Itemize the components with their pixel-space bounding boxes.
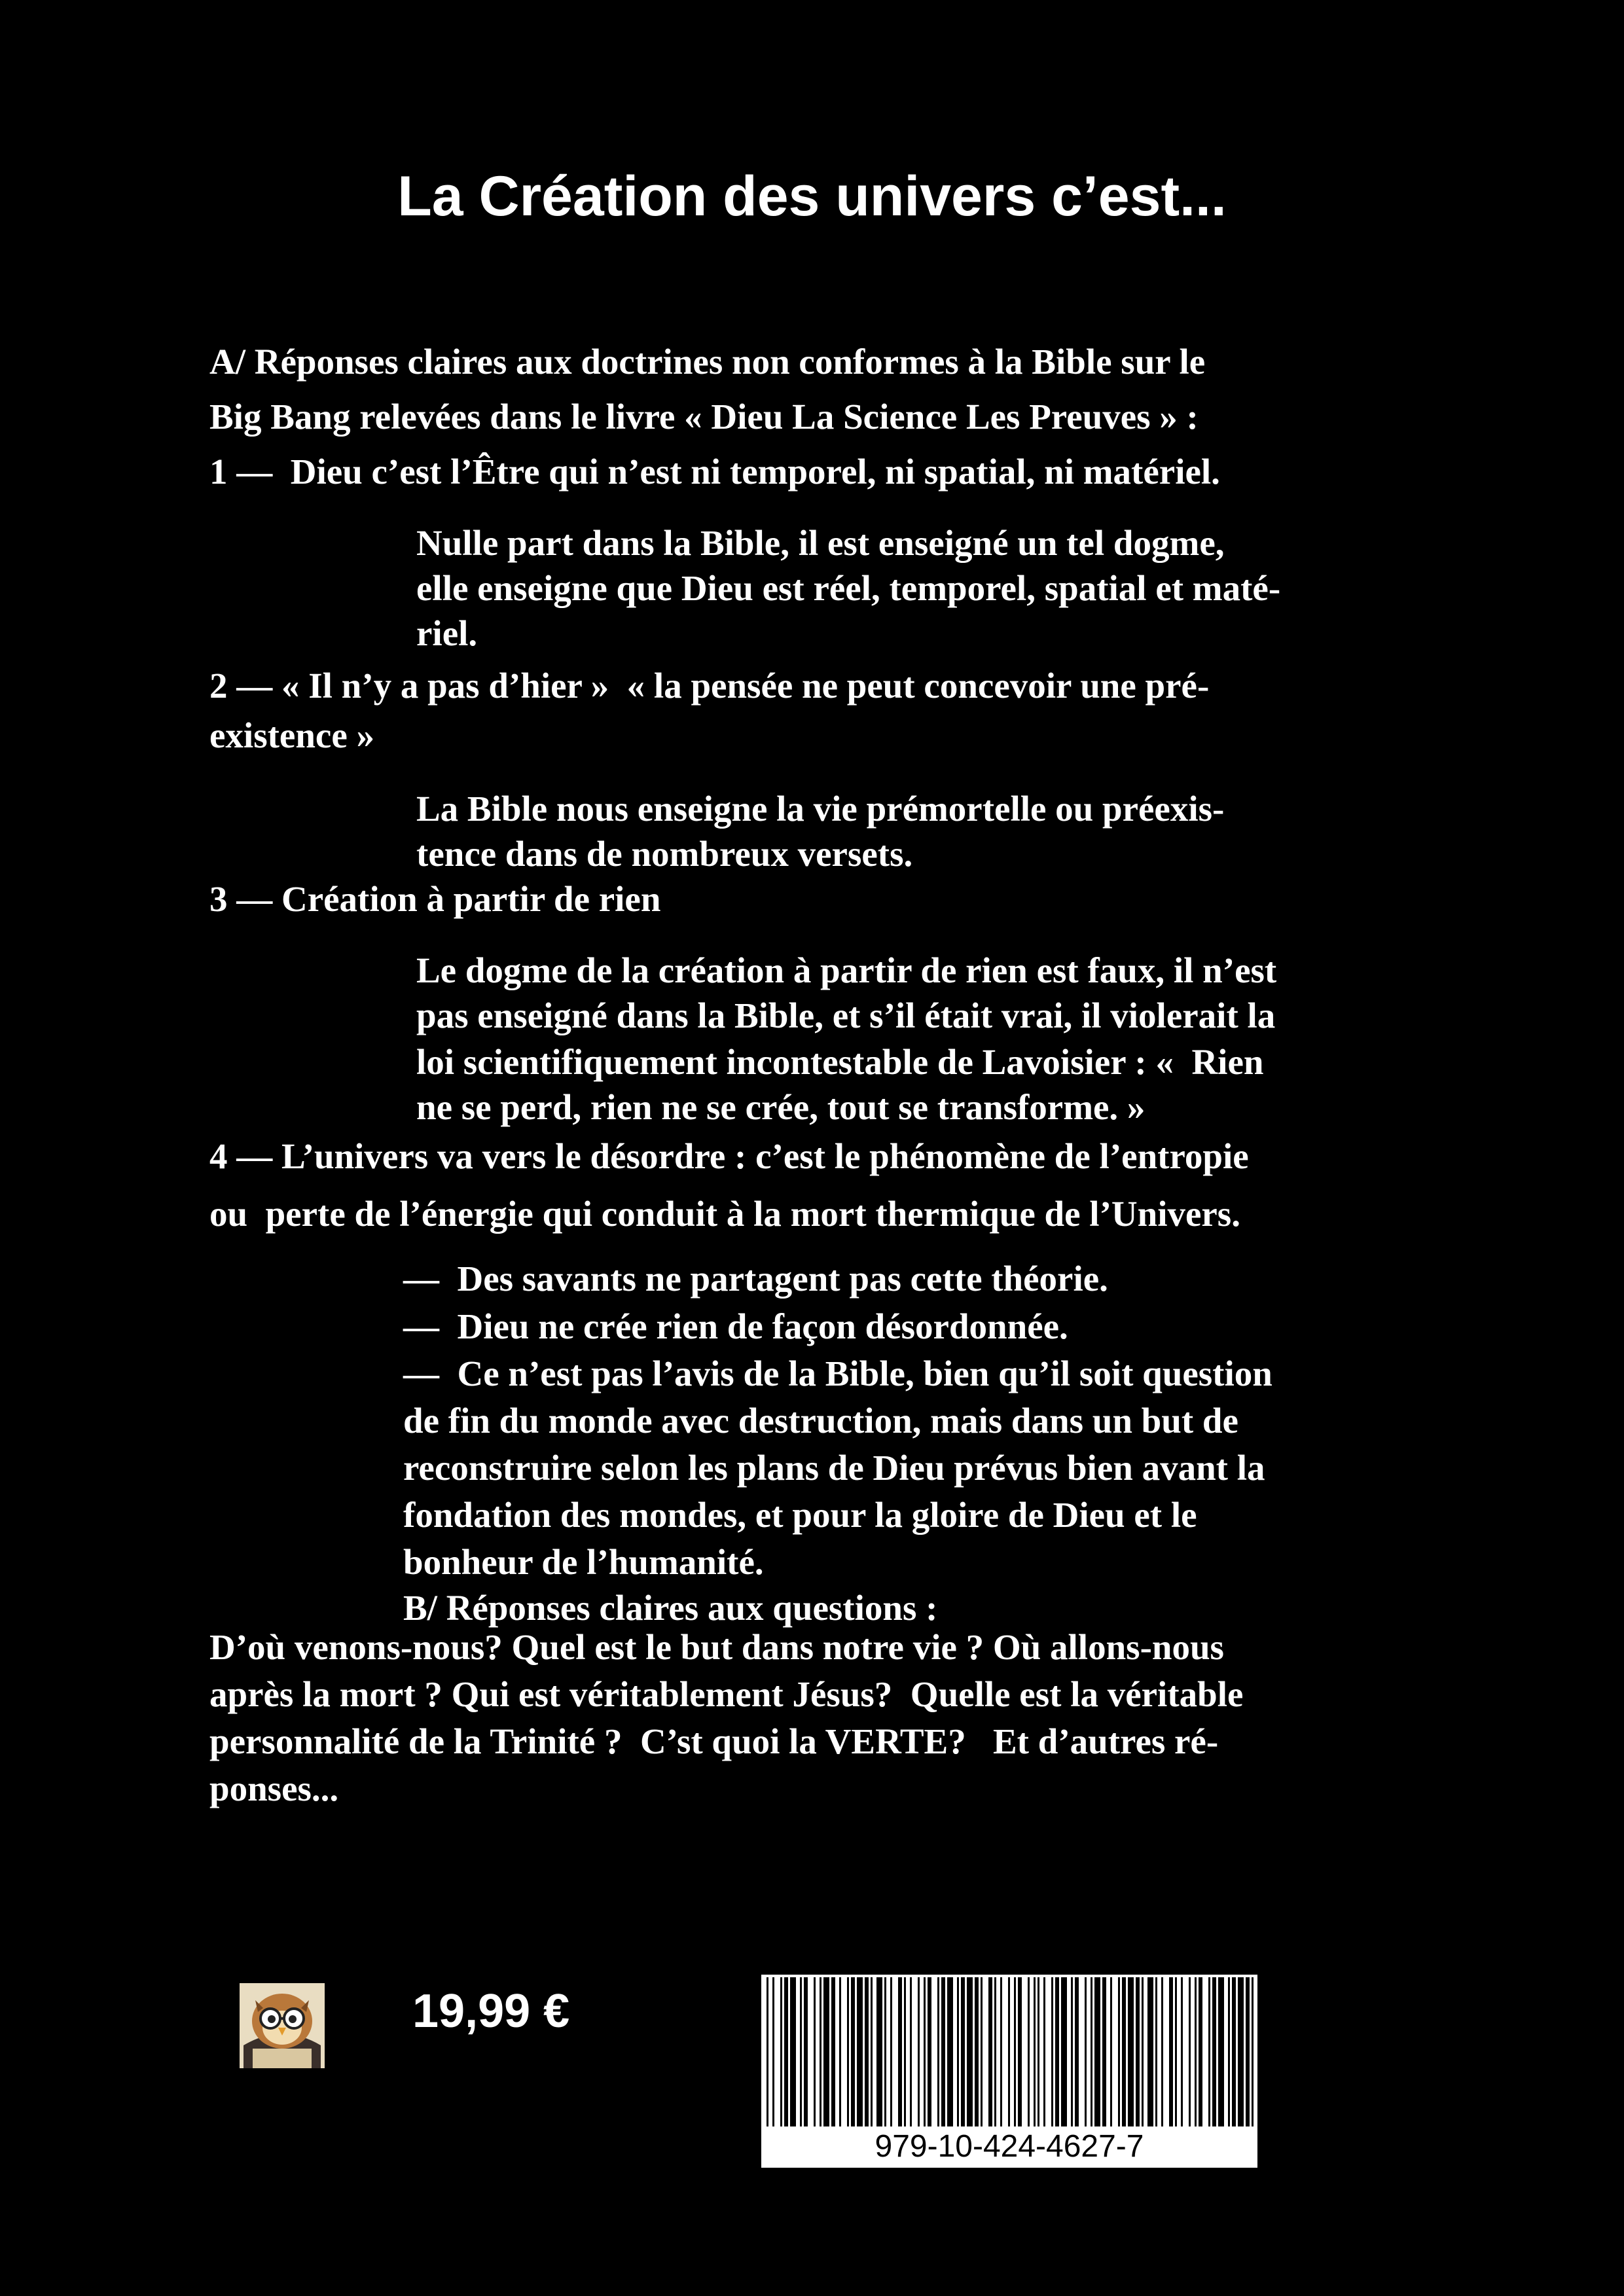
- barcode-bar: [1142, 1977, 1144, 2126]
- barcode-bar: [876, 1977, 882, 2126]
- barcode-bar: [1228, 1977, 1230, 2126]
- barcode-bar: [1085, 1977, 1087, 2126]
- barcode-bar: [814, 1977, 816, 2126]
- barcode-bar: [1075, 1977, 1079, 2126]
- body-line: — Dieu ne crée rien de façon désordonnée.: [403, 1306, 1068, 1346]
- barcode-bar: [1181, 1977, 1183, 2126]
- barcode-bar: [898, 1977, 902, 2126]
- body-line: ne se perd, rien ne se crée, tout se transforme. »: [416, 1087, 1146, 1127]
- body-line: loi scientifiquement incontestable de Lavoisier : « Rien: [416, 1042, 1264, 1082]
- barcode-bar: [820, 1977, 821, 2126]
- barcode-bar: [1155, 1977, 1157, 2126]
- barcode-bar: [1000, 1977, 1002, 2126]
- barcode-bar: [1169, 1977, 1173, 2126]
- barcode-bar: [1055, 1977, 1059, 2126]
- barcode-bar: [823, 1977, 829, 2126]
- barcode-bar: [890, 1977, 892, 2126]
- barcode-bar: [1094, 1977, 1100, 2126]
- body-line: riel.: [416, 613, 478, 653]
- barcode-bar: [780, 1977, 782, 2126]
- barcode-bar: [1147, 1977, 1153, 2126]
- barcode-bar: [988, 1977, 992, 2126]
- price: 19,99 €: [412, 1985, 570, 2037]
- barcode-bar: [800, 1977, 802, 2126]
- body-line: — Ce n’est pas l’avis de la Bible, bien qu’il soit question: [403, 1354, 1272, 1393]
- barcode-bar: [1091, 1977, 1092, 2126]
- barcode-bar: [918, 1977, 920, 2126]
- barcode-bar: [1008, 1977, 1010, 2126]
- isbn-number: 979-10-424-4627-7: [875, 2129, 1144, 2164]
- barcode-bar: [947, 1977, 953, 2126]
- body-line: — Des savants ne partagent pas cette théorie.: [403, 1259, 1108, 1299]
- barcode-bar: [1038, 1977, 1039, 2126]
- barcode-bar: [1118, 1977, 1120, 2126]
- barcode-bar: [865, 1977, 869, 2126]
- cover-title: La Création des univers c’est...: [397, 165, 1227, 228]
- barcode-bar: [967, 1977, 973, 2126]
- barcode-bar: [1212, 1977, 1216, 2126]
- barcode-bar: [941, 1977, 945, 2126]
- body-line: La Bible nous enseigne la vie prémortelle ou préexis-: [416, 789, 1225, 829]
- barcode-bar: [804, 1977, 808, 2126]
- barcode-bar: [1199, 1977, 1202, 2126]
- owl-icon: [240, 1983, 325, 2068]
- body-line: tence dans de nombreux versets.: [416, 834, 913, 874]
- barcode-bar: [1014, 1977, 1016, 2126]
- body-line: B/ Réponses claires aux questions :: [403, 1588, 938, 1628]
- body-line: après la mort ? Qui est véritablement Jésus? Quelle est la véritable: [209, 1674, 1244, 1714]
- body-line: 1 — Dieu c’est l’Être qui n’est ni temporel, ni spatial, ni matériel.: [209, 452, 1220, 492]
- body-line: existence »: [209, 715, 374, 755]
- body-line: A/ Réponses claires aux doctrines non conformes à la Bible sur le: [209, 342, 1206, 382]
- barcode-bar: [1043, 1977, 1045, 2126]
- body-line: Nulle part dans la Bible, il est enseigné un tel dogme,: [416, 523, 1225, 563]
- barcode-bar: [1189, 1977, 1191, 2126]
- body-line: Le dogme de la création à partir de rien est faux, il n’est: [416, 950, 1277, 990]
- barcode-bar: [928, 1977, 931, 2126]
- barcode-bar: [784, 1977, 788, 2126]
- barcode-bar: [910, 1977, 912, 2126]
- barcode-bar: [937, 1977, 939, 2126]
- body-line: reconstruire selon les plans de Dieu prévus bien avant la: [403, 1448, 1265, 1488]
- barcode-bar: [772, 1977, 774, 2126]
- barcode-bar: [839, 1977, 841, 2126]
- barcode-bar: [1175, 1977, 1177, 2126]
- barcode-bar: [924, 1977, 926, 2126]
- barcode-bar: [1122, 1977, 1126, 2126]
- barcode-bar: [767, 1977, 768, 2126]
- barcode-bar: [957, 1977, 959, 2126]
- barcode-bar: [904, 1977, 906, 2126]
- barcode-bar: [1051, 1977, 1053, 2126]
- barcode-bar: [1232, 1977, 1236, 2126]
- barcode-bar: [871, 1977, 873, 2126]
- body-line: elle enseigne que Dieu est réel, temporel, spatial et maté-: [416, 568, 1281, 608]
- barcode-bar: [831, 1977, 835, 2126]
- barcode-bar: [1136, 1977, 1140, 2126]
- barcode-bar: [857, 1977, 863, 2126]
- body-line: personnalité de la Trinité ? C’st quoi la VERTE? Et d’autres ré-: [209, 1721, 1219, 1761]
- barcode-bar: [1252, 1977, 1254, 2126]
- barcode-bar: [1061, 1977, 1067, 2126]
- barcode-bar: [975, 1977, 979, 2126]
- body-line: fondation des mondes, et pour la gloire de Dieu et le: [403, 1495, 1197, 1535]
- barcode-bar: [1034, 1977, 1036, 2126]
- barcode-bar: [994, 1977, 996, 2126]
- barcode-bar: [1028, 1977, 1030, 2126]
- body-line: ou perte de l’énergie qui conduit à la mort thermique de l’Univers.: [209, 1194, 1240, 1234]
- barcode-bar: [790, 1977, 796, 2126]
- barcode-bar: [1071, 1977, 1073, 2126]
- barcode-bar: [1110, 1977, 1112, 2126]
- body-line: ponses...: [209, 1768, 339, 1808]
- body-line: 3 — Création à partir de rien: [209, 879, 661, 919]
- body-line: de fin du monde avec destruction, mais dans un but de: [403, 1401, 1238, 1441]
- barcode-bar: [961, 1977, 965, 2126]
- barcode-bar: [1246, 1977, 1250, 2126]
- body-line: 2 — « Il n’y a pas d’hier » « la pensée ne peut concevoir une pré-: [209, 666, 1210, 706]
- barcode-bar: [981, 1977, 983, 2126]
- body-line: pas enseigné dans la Bible, et s’il était vrai, il violerait la: [416, 996, 1276, 1035]
- barcode-bar: [1218, 1977, 1224, 2126]
- body-line: D’où venons-nous? Quel est le but dans notre vie ? Où allons-nous: [209, 1627, 1224, 1667]
- barcode-bar: [1161, 1977, 1163, 2126]
- body-line: 4 — L’univers va vers le désordre : c’est le phénomène de l’entropie: [209, 1136, 1249, 1176]
- barcode-bar: [1102, 1977, 1106, 2126]
- barcode-bar: [1238, 1977, 1244, 2126]
- barcode-bar: [1018, 1977, 1022, 2126]
- body-line: bonheur de l’humanité.: [403, 1542, 764, 1582]
- barcode-bar: [847, 1977, 849, 2126]
- body-line: Big Bang relevées dans le livre « Dieu La Science Les Preuves » :: [209, 397, 1199, 437]
- barcode-bar: [1128, 1977, 1134, 2126]
- barcode-bar: [884, 1977, 886, 2126]
- barcode-bar: [1208, 1977, 1210, 2126]
- barcode-bar: [851, 1977, 855, 2126]
- barcode-bar: [1195, 1977, 1197, 2126]
